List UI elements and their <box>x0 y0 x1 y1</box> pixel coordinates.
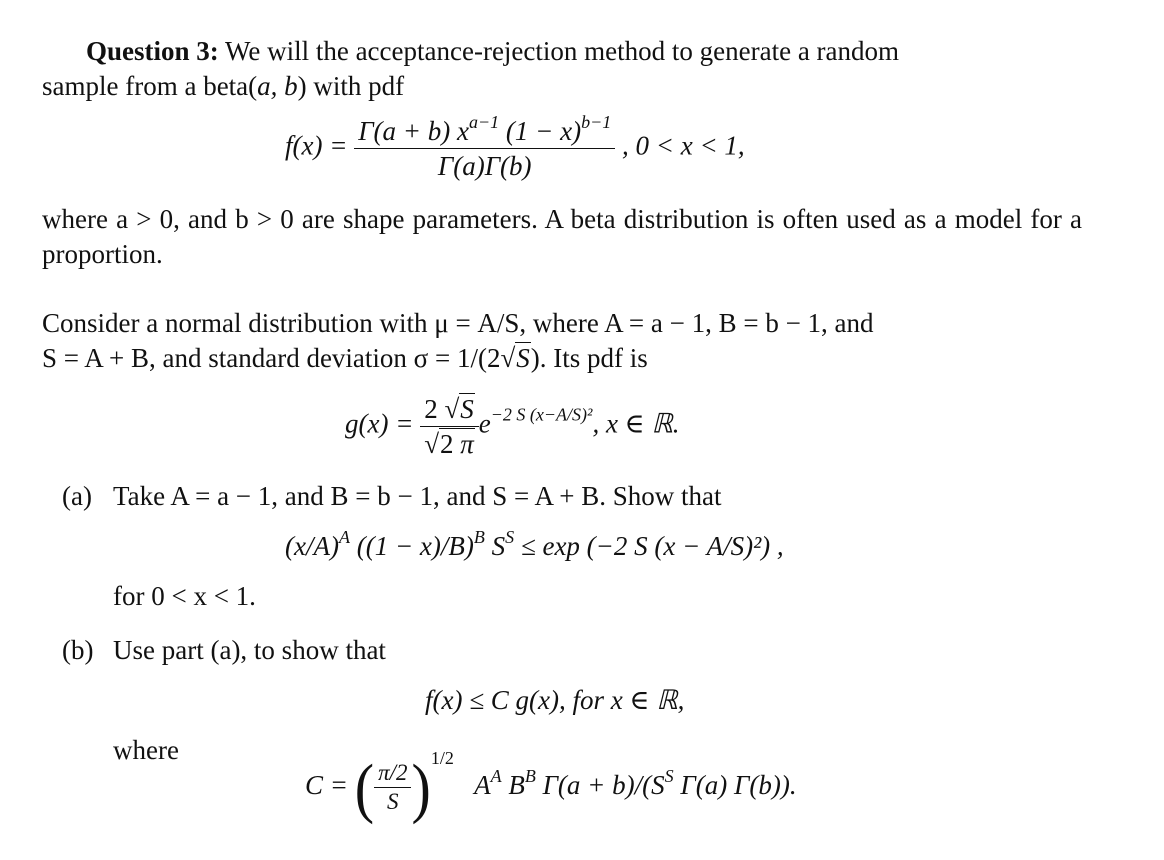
question-intro-line2 <box>42 69 404 104</box>
part-b-label: (b) <box>62 635 94 665</box>
f-denominator: Γ(a)Γ(b) <box>437 151 532 181</box>
c-fraction: $\frac{\pi/2}{S}$ <box>374 759 411 816</box>
question-intro <box>42 34 1082 69</box>
f-domain: , 0 < x < 1, <box>621 130 745 161</box>
part-a-label: (a) <box>62 481 92 511</box>
g-domain: , x ∈ ℝ. <box>592 408 680 439</box>
equation-constant-c: C = ( $\frac{\pi/2}{S}$ )$^{1/2}$ $A^A$ $B^B$ $\Gamma(a + b)/(S^S$ Γ(a) Γ(b)). <box>305 748 797 825</box>
intro-line2-text: sample from a beta( <box>42 71 258 101</box>
part-b-text: Use part (a), to show that <box>113 635 386 665</box>
beta-description: where a > 0, and b > 0 are shape parameters. A beta distribution is often used as a model for a proportion. <box>42 204 1082 269</box>
equation-beta-pdf <box>285 114 745 183</box>
g-fraction: $\frac{2 √S}{√2 \pi}$ <box>420 392 479 461</box>
f-fraction <box>354 114 615 183</box>
part-a-condition: for 0 < x < 1. <box>113 581 256 611</box>
part-a-text: Take A = a − 1, and B = b − 1, and S = A + B. Show that <box>113 481 722 511</box>
normal-description-line1: Consider a normal distribution with μ = A/S, where A = a − 1, B = b − 1, and <box>42 308 874 338</box>
f-numerator: Γ(a + b) $x^{a-1}$ $(1 - x)^{b-1}$ <box>354 114 615 149</box>
g-exponent: −2 S (x−A/S)² <box>490 404 593 425</box>
normal-description-line2: S = A + B, and standard deviation σ = 1/(2√S). Its pdf is <box>42 343 648 373</box>
f-lhs: f(x) = <box>285 130 348 161</box>
g-lhs: g(x) = <box>345 408 414 439</box>
part-b-where: where <box>113 735 179 765</box>
part-b-inequality: f(x) ≤ C g(x), for x ∈ ℝ, <box>425 685 685 715</box>
equation-normal-pdf: g(x) = $\frac{2 √S}{√2 \pi}$ $e^{-2 S (x-A/S)^2}$, x ∈ ℝ. <box>345 394 680 459</box>
question-intro-text: We will the acceptance-rejection method to generate a random <box>218 36 900 66</box>
part-a-inequality: $(x/A)^A$ $((1 - x)/B)^B$ $S^S \le \exp (-2$ S (x − A/S)²) , <box>285 527 784 561</box>
intro-line2-end: ) with pdf <box>297 71 405 101</box>
beta-args: a, b <box>257 71 298 101</box>
question-label: Question 3: <box>86 36 219 66</box>
